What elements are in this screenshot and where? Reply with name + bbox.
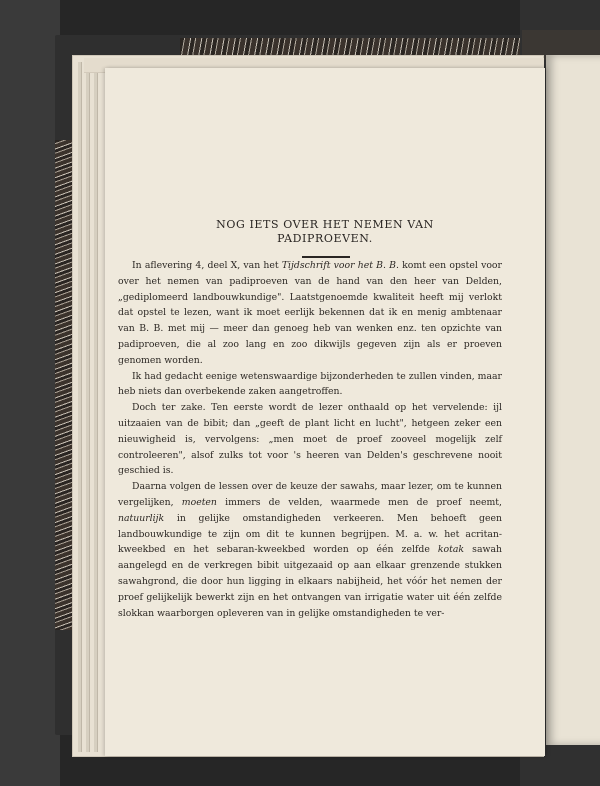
next-page-edge xyxy=(546,55,600,745)
text-span: in gelijke omstandigheden verkeeren. Men behoeft geen landbouwkundige te zijn om dit te kunnen begrijpen. M. a. w. het acritan-kweekbed en het sebaran-kweekbed worden op één zelfde xyxy=(118,512,502,556)
title-line-2: PADIPROEVEN. xyxy=(277,232,373,245)
text-span: Doch ter zake. Ten eerste wordt de lezer onthaald op het vervelende: ijl uitzaaien van de bibit; dan „geeft de plant licht en lucht", hetgeen zeker een nieuwigheid is, vervolgens: „men moet de proef zooveel mogelijk zelf controleeren", alsof zulks tot voor 's heeren van Delden's geschrevene nooit geschied is. xyxy=(118,402,502,477)
title-line-1: NOG IETS OVER HET NEMEN VAN xyxy=(216,218,434,231)
article-body xyxy=(118,258,502,621)
page-edge-line xyxy=(94,66,98,752)
text-span: Ik had gedacht eenige wetenswaardige bijzonderheden te zullen vinden, maar heb niets dan overbekende zaken aangetroffen. xyxy=(118,370,502,398)
italic-span: Tijdschrift voor het B. B. xyxy=(281,260,399,271)
paragraph xyxy=(118,258,502,369)
text-span: komt een opstel voor over het nemen van padiproeven van de hand van den heer van Delden, „gediplomeerd landbouwkundige". Laatstgenoemde kwaliteit heeft mij verlokt dat opstel te lezen, want ik moet eerlijk bekennen dat ik en menig ambtenaar van B. B. met mij — meer dan genoeg heb van wenken enz. ten opzichte van padiproeven, die al zoo lang en zoo dikwijls gegeven zijn als er proeven genomen worden. xyxy=(118,260,502,366)
text-span: sawah aangelegd en de verkregen bibit uitgezaaid op aan elkaar grenzende stukken sawahgrond, die door hun ligging in elkaars nabijheid, het vóór het nemen der proef gelijkelijk bewerkt zijn en het ontvangen van irrigatie water uit één zelfde slokkan waarborgen opleveren van in gelijke omstandigheden te ver- xyxy=(118,544,502,619)
italic-span: natuurlijk xyxy=(118,512,165,524)
italic-span: moeten xyxy=(181,496,217,508)
backdrop xyxy=(0,0,60,786)
paragraph xyxy=(118,400,502,479)
paragraph xyxy=(118,479,502,621)
page-edge-line xyxy=(78,62,82,752)
marbled-edge-left xyxy=(55,140,73,630)
page-edge-line xyxy=(86,64,90,752)
text-span: immers de velden, waarmede men de proef neemt, xyxy=(216,496,502,508)
paragraph xyxy=(118,369,502,401)
text-span: Daarna volgen de lessen over de keuze der sawahs, maar lezer, om te kunnen vergelijken, xyxy=(118,481,502,508)
italic-span: kotak xyxy=(437,544,465,556)
marbled-edge-top xyxy=(180,38,520,56)
article-title xyxy=(105,218,545,246)
text-span: In aflevering 4, deel X, van het xyxy=(132,260,282,271)
